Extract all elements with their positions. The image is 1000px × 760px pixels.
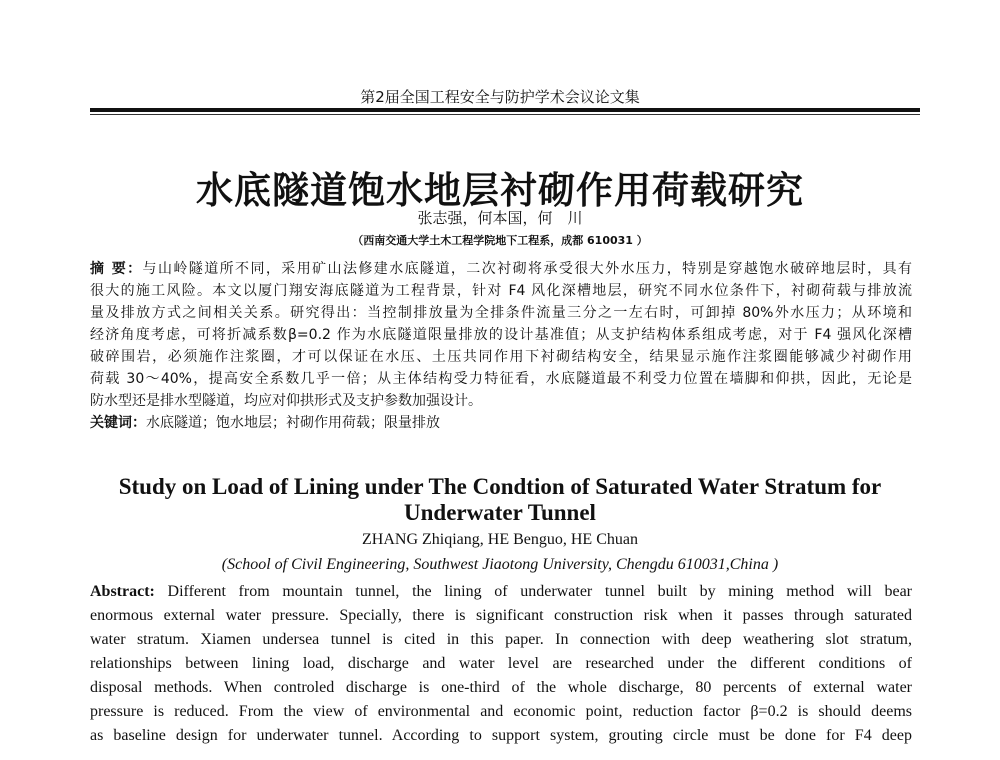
header-rule-thick [90, 108, 920, 112]
abstract-cn-line: 经济角度考虑，可将折减系数β=0.2 作为水底隧道限量排放的设计基准值；从支护结构体系组成考虑，对于 F4 强风化深槽 [90, 327, 912, 343]
abstract-en-line: disposal methods. When controled discharge is one-third of the whole discharge, 80 percents of external water [90, 679, 912, 696]
abstract-en-label: Abstract: [90, 583, 155, 600]
abstract-cn-line: 摘 要：与山岭隧道所不同，采用矿山法修建水底隧道，二次衬砌将承受很大外水压力，特别是穿越饱水破碎地层时，具有 [90, 261, 912, 277]
abstract-en [90, 580, 912, 748]
abstract-en-line: pressure is reduced. From the view of environmental and economic point, reduction factor β=0.2 is should deems [90, 703, 912, 720]
paper-title-cn: 水底隧道饱水地层衬砌作用荷载研究 [196, 169, 804, 212]
abstract-cn-line: 很大的施工风险。本文以厦门翔安海底隧道为工程背景，针对 F4 风化深槽地层，研究不同水位条件下，衬砌荷载与排放流 [90, 283, 912, 299]
abstract-cn-line: 防水型还是排水型隧道，均应对仰拱形式及支护参数加强设计。 [90, 393, 482, 409]
affiliation-cn: （西南交通大学土木工程学院地下工程系，成都 610031 ） [352, 234, 648, 247]
paper-title-en: Study on Load of Lining under The Condtion of Saturated Water Stratum for Underwater Tunnel [118, 474, 882, 525]
abstract-en-line: as baseline design for underwater tunnel. According to support system, grouting circle must be done for F4 deep [90, 727, 912, 744]
affiliation-en: (School of Civil Engineering, Southwest Jiaotong University, Chengdu 610031,China ) [221, 556, 779, 573]
abstract-en-line: Abstract: Different from mountain tunnel, the lining of underwater tunnel built by mining method will bear [90, 583, 912, 600]
abstract-cn-line: 荷载 30～40%，提高安全系数几乎一倍；从主体结构受力特征看，水底隧道最不利受力位置在墙脚和仰拱，因此，无论是 [90, 371, 912, 387]
abstract-cn-label: 摘 要： [90, 261, 143, 277]
abstract-cn [90, 258, 912, 434]
abstract-en-line: enormous external water pressure. Specially, there is significant construction risk when it passes through saturated [90, 607, 912, 624]
abstract-cn-line: 破碎围岩，必须施作注浆圈，才可以保证在水压、土压共同作用下衬砌结构安全，结果显示施作注浆圈能够减少衬砌作用 [90, 349, 912, 365]
header-rule-thin [90, 114, 920, 115]
authors-cn: 张志强，何本国，何 川 [417, 209, 583, 227]
authors-en: ZHANG Zhiqiang, HE Benguo, HE Chuan [362, 531, 638, 548]
running-header: 第2届全国工程安全与防护学术会议论文集 [360, 88, 640, 106]
abstract-cn-line: 量及排放方式之间相关关系。研究得出：当控制排放量为全排条件流量三分之一左右时，可卸掉 80%外水压力；从环境和 [90, 305, 912, 321]
abstract-en-line: water stratum. Xiamen undersea tunnel is cited in this paper. In connection with deep weathering slot stratum, [90, 631, 912, 648]
abstract-en-line: relationships between lining load, discharge and water level are researched under the different conditions of [90, 655, 912, 672]
keywords-cn-label: 关键词： [90, 415, 146, 431]
keywords-cn: 关键词：水底隧道；饱水地层；衬砌作用荷载；限量排放 [90, 415, 440, 431]
